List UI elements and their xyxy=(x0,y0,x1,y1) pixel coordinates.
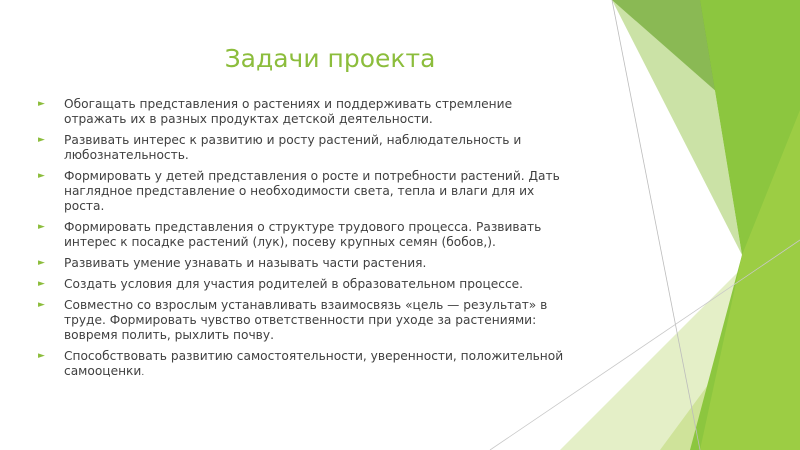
list-item xyxy=(34,349,574,381)
bullet-text: Формировать у детей представления о росте и потребности растений. Дать наглядное представление о необходимости света, тепла и влаги для их роста. xyxy=(64,169,560,213)
triangle-arrow-icon: ► xyxy=(38,351,45,361)
list-item xyxy=(34,256,574,271)
triangle-arrow-icon: ► xyxy=(38,279,45,289)
bullet-text: Формировать представления о структуре трудового процесса. Развивать интерес к посадке растений (лук), посеву крупных семян (бобов,). xyxy=(64,220,542,249)
triangle-arrow-icon: ► xyxy=(38,135,45,145)
bullet-text: Обогащать представления о растениях и поддерживать стремление отражать их в разных продуктах детской деятельности. xyxy=(64,97,513,126)
bullet-text-tail: . xyxy=(141,368,145,378)
triangle-arrow-icon: ► xyxy=(38,222,45,232)
bullet-text: Способствовать развитию самостоятельности, уверенности, положительной самооценки xyxy=(64,349,564,378)
bullet-list xyxy=(34,97,574,387)
list-item xyxy=(34,169,574,214)
triangle-arrow-icon: ► xyxy=(38,99,45,109)
list-item xyxy=(34,97,574,127)
bullet-text: Развивать умение узнавать и называть части растения. xyxy=(64,256,427,270)
list-item xyxy=(34,133,574,163)
bullet-text: Совместно со взрослым устанавливать взаимосвязь «цель — результат» в труде. Формировать чувство ответственности при уходе за растениями: вовремя полить, рыхлить почву. xyxy=(64,298,548,342)
triangle-arrow-icon: ► xyxy=(38,171,45,181)
slide-title: Задачи проекта xyxy=(224,44,436,73)
triangle-arrow-icon: ► xyxy=(38,258,45,268)
bullet-text: Развивать интерес к развитию и росту растений, наблюдательность и любознательность. xyxy=(64,133,522,162)
triangle-arrow-icon: ► xyxy=(38,300,45,310)
bullet-text: Создать условия для участия родителей в образовательном процессе. xyxy=(64,277,524,291)
list-item xyxy=(34,298,574,343)
list-item xyxy=(34,277,574,292)
list-item xyxy=(34,220,574,250)
